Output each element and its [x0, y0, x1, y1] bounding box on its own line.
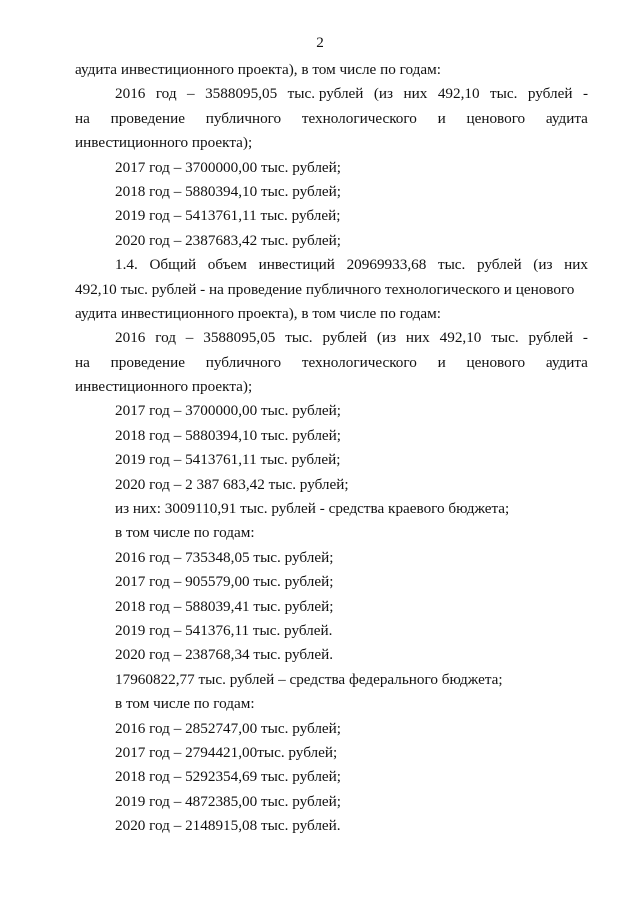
text-line: 2017 год – 905579,00 тыс. рублей;	[115, 573, 334, 591]
text-line-justified	[75, 253, 588, 277]
word: тыс.	[285, 329, 313, 347]
text-line: 2017 год – 3700000,00 тыс. рублей;	[115, 158, 342, 176]
word: и	[437, 109, 446, 127]
word: (из	[376, 329, 397, 347]
word: них	[564, 256, 588, 274]
text-line-justified	[75, 107, 588, 131]
word: –	[185, 329, 194, 347]
text-line: 2020 год – 2148915,08 тыс. рублей.	[115, 817, 341, 835]
text-line: 2020 год – 2 387 683,42 тыс. рублей;	[115, 475, 349, 493]
word: -	[582, 329, 588, 347]
word: технологического	[301, 109, 417, 127]
word: 492,10	[439, 329, 482, 347]
word: проведение	[110, 353, 186, 371]
text-line: 2020 год – 2387683,42 тыс. рублей;	[115, 231, 342, 249]
word: ценового	[466, 109, 526, 127]
word: них	[405, 329, 430, 347]
word: публичного	[205, 109, 282, 127]
word: тыс. рублей	[287, 85, 364, 103]
text-line: инвестиционного проекта);	[75, 378, 253, 396]
text-line: 2017 год – 2794421,00тыс. рублей;	[115, 743, 338, 761]
text-line: в том числе по годам:	[115, 524, 255, 542]
text-line: 492,10 тыс. рублей - на проведение публичного технологического и ценового	[75, 280, 575, 298]
word: 2016	[115, 85, 146, 103]
word: технологического	[301, 353, 417, 371]
text-line: 2020 год – 238768,34 тыс. рублей.	[115, 646, 333, 664]
text-line: 2018 год – 588039,41 тыс. рублей;	[115, 597, 334, 615]
text-line: инвестиционного проекта);	[75, 134, 253, 152]
text-line: 2018 год – 5880394,10 тыс. рублей;	[115, 182, 342, 200]
word: 492,10	[437, 85, 480, 103]
text-line: 2019 год – 4872385,00 тыс. рублей;	[115, 792, 342, 810]
word: год	[155, 329, 176, 347]
text-line: 2016 год – 735348,05 тыс. рублей;	[115, 548, 334, 566]
word: рублей	[528, 329, 574, 347]
word: 2016	[115, 329, 146, 347]
word: Общий	[149, 256, 197, 274]
word: ценового	[466, 353, 526, 371]
word: публичного	[205, 353, 282, 371]
word: 1.4.	[115, 256, 138, 274]
word: –	[187, 85, 195, 103]
text-line: 2019 год – 541376,11 тыс. рублей.	[115, 621, 333, 639]
text-line-justified	[75, 326, 588, 350]
word: (из	[373, 85, 394, 103]
text-line: 17960822,77 тыс. рублей – средства федерального бюджета;	[115, 670, 503, 688]
text-line: аудита инвестиционного проекта), в том числе по годам:	[75, 61, 441, 78]
text-line: 2016 год – 2852747,00 тыс. рублей;	[115, 719, 342, 737]
word: объем	[207, 256, 247, 274]
word: рублей	[322, 329, 368, 347]
word: 3588095,05	[205, 85, 278, 103]
text-line-justified	[75, 82, 588, 106]
text-line: в том числе по годам:	[115, 695, 255, 713]
word: 3588095,05	[203, 329, 276, 347]
document-body	[75, 58, 588, 839]
word: проведение	[110, 109, 186, 127]
word: тыс.	[491, 329, 519, 347]
text-line: 2018 год – 5880394,10 тыс. рублей;	[115, 426, 342, 444]
page-number: 2	[316, 34, 324, 51]
text-line: аудита инвестиционного проекта), в том числе по годам:	[75, 304, 441, 322]
word: тыс.	[437, 256, 466, 274]
word: них	[403, 85, 428, 103]
text-line-justified	[75, 351, 588, 375]
word: рублей	[527, 85, 573, 103]
word: (из	[533, 256, 553, 274]
word: аудита	[545, 353, 588, 371]
word: рублей	[477, 256, 522, 274]
text-line: 2019 год – 5413761,11 тыс. рублей;	[115, 451, 341, 469]
word: -	[582, 85, 588, 103]
text-line: из них: 3009110,91 тыс. рублей - средства краевого бюджета;	[115, 500, 510, 518]
word: аудита	[545, 109, 588, 127]
word: тыс.	[490, 85, 518, 103]
text-line: 2019 год – 5413761,11 тыс. рублей;	[115, 207, 341, 225]
text-line: 2018 год – 5292354,69 тыс. рублей;	[115, 768, 342, 786]
word: на	[75, 109, 90, 127]
text-line: 2017 год – 3700000,00 тыс. рублей;	[115, 402, 342, 420]
word: год	[155, 85, 177, 103]
word: на	[75, 353, 90, 371]
word: инвестиций	[258, 256, 335, 274]
word: и	[437, 353, 446, 371]
word: 20969933,68	[346, 256, 427, 274]
